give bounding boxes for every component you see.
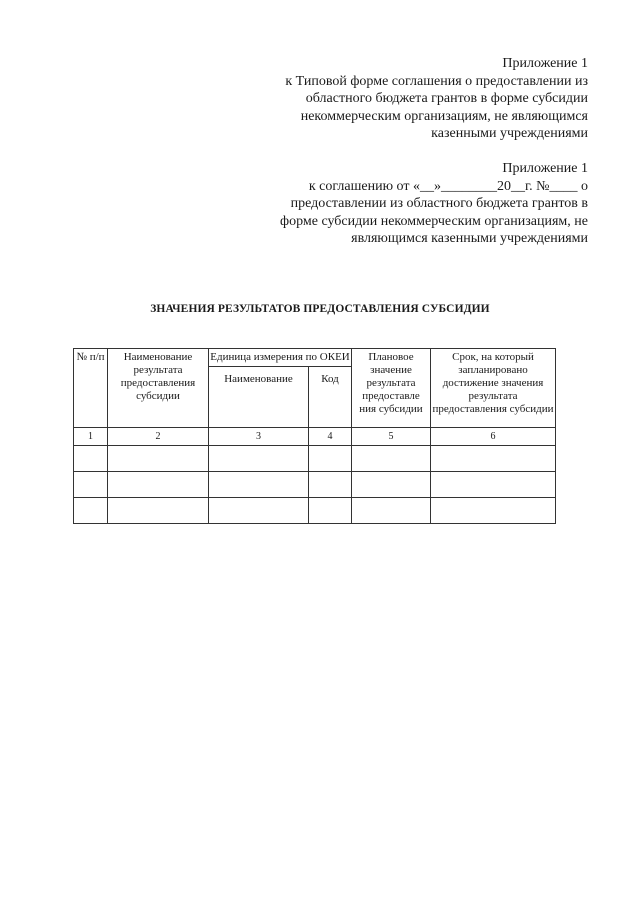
header-unit-code: Код — [309, 367, 352, 428]
table-cell[interactable] — [108, 498, 209, 524]
header-planned-value: Плановое значение результата предоставле ния субсидии — [352, 349, 431, 428]
table-cell[interactable] — [309, 446, 352, 472]
column-number: 5 — [352, 428, 431, 446]
table-cell[interactable] — [309, 472, 352, 498]
appendix-1-line: областного бюджета грантов в форме субсидии — [305, 91, 588, 106]
table-cell[interactable] — [209, 498, 309, 524]
header-result-name: Наименование результата предоставления субсидии — [108, 349, 209, 428]
header-number: № п/п — [74, 349, 108, 428]
table-cell[interactable] — [108, 472, 209, 498]
header-deadline: Срок, на который запланировано достижение значения результата предоставления субсидии — [431, 349, 556, 428]
appendix-1-line: некоммерческим организациям, не являющимся — [300, 108, 588, 124]
appendix-2-line: к соглашению от «__»________20__г. №____ о — [308, 178, 588, 194]
table-cell[interactable] — [74, 472, 108, 498]
table-cell[interactable] — [74, 498, 108, 524]
table-cell[interactable] — [352, 498, 431, 524]
table-cell[interactable] — [431, 446, 556, 472]
table-cell[interactable] — [431, 498, 556, 524]
appendix-2-line: предоставлении из областного бюджета грантов в — [290, 196, 588, 211]
appendix-2-header — [280, 160, 588, 248]
table-cell[interactable] — [74, 446, 108, 472]
appendix-1-line: к Типовой форме соглашения о предоставлении из — [285, 73, 588, 89]
table-row — [74, 472, 556, 498]
appendix-1-line: Приложение 1 — [502, 56, 588, 71]
column-number: 2 — [108, 428, 209, 446]
results-table — [73, 348, 556, 524]
header-unit-name: Наименование — [209, 367, 309, 428]
appendix-2-line: являющимся казенными учреждениями — [351, 231, 588, 246]
table-cell[interactable] — [209, 472, 309, 498]
column-number: 1 — [74, 428, 108, 446]
table-cell[interactable] — [352, 472, 431, 498]
appendix-1-header — [285, 55, 588, 143]
table-row — [74, 446, 556, 472]
table-cell[interactable] — [108, 446, 209, 472]
column-number: 3 — [209, 428, 309, 446]
column-number: 4 — [309, 428, 352, 446]
document-title: ЗНАЧЕНИЯ РЕЗУЛЬТАТОВ ПРЕДОСТАВЛЕНИЯ СУБСИДИИ — [150, 303, 490, 315]
appendix-2-line: Приложение 1 — [502, 161, 588, 176]
column-number: 6 — [431, 428, 556, 446]
column-number-row — [74, 428, 556, 446]
table-row — [74, 498, 556, 524]
table-header-row — [74, 349, 556, 367]
header-unit-okei: Единица измерения по ОКЕИ — [209, 349, 352, 367]
appendix-1-line: казенными учреждениями — [431, 126, 588, 141]
appendix-2-line: форме субсидии некоммерческим организациям, не — [280, 213, 588, 229]
table-cell[interactable] — [309, 498, 352, 524]
table-cell[interactable] — [431, 472, 556, 498]
table-cell[interactable] — [209, 446, 309, 472]
table-cell[interactable] — [352, 446, 431, 472]
